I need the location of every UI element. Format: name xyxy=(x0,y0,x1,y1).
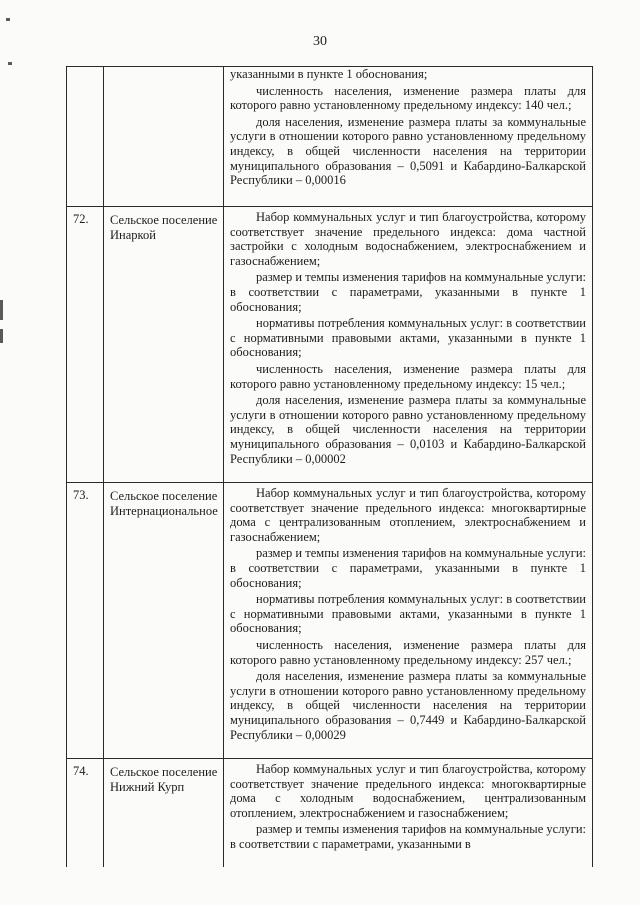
row-number: 73. xyxy=(67,483,104,758)
table-row xyxy=(67,67,592,207)
settlement-name xyxy=(104,67,224,206)
page-number: 30 xyxy=(313,34,327,49)
paragraph: размер и темпы изменения тарифов на коммунальные услуги: в соответствии с параметрами, указанными в пункте 1 обоснования; xyxy=(230,270,586,314)
paragraph: доля населения, изменение размера платы за коммунальные услуги в отношении которого равно установленному предельному индексу, в общей численности населения на территории муниципального образования – 0,0103 и Кабардино-Балкарской Республики – 0,00002 xyxy=(230,393,586,466)
paragraph: нормативы потребления коммунальных услуг: в соответствии с нормативными правовыми актами, указанными в пункте 1 обоснования; xyxy=(230,316,586,360)
paragraph: Набор коммунальных услуг и тип благоустройства, которому соответствует значение предельного индекса: многоквартирные дома с холодным водоснабжением, централизованным отоплением, электроснабжением и газоснабжением; xyxy=(230,762,586,820)
paragraph: численность населения, изменение размера платы для которого равно установленному предельному индексу: 140 чел.; xyxy=(230,83,586,113)
paragraph: Набор коммунальных услуг и тип благоустройства, которому соответствует значение предельного индекса: многоквартирные дома с централизованным отоплением, электроснабжением и газоснабжением; xyxy=(230,486,586,544)
scan-artifact xyxy=(0,300,3,320)
paragraph: указанными в пункте 1 обоснования; xyxy=(230,67,428,81)
row-number: 74. xyxy=(67,759,104,867)
row-number: 72. xyxy=(67,207,104,482)
table-row xyxy=(67,483,592,759)
row-description xyxy=(224,483,592,758)
row-description xyxy=(224,67,592,206)
paragraph: нормативы потребления коммунальных услуг: в соответствии с нормативными правовыми актами, указанными в пункте 1 обоснования; xyxy=(230,592,586,636)
row-number xyxy=(67,67,104,206)
scan-artifact xyxy=(0,329,3,343)
paragraph: Набор коммунальных услуг и тип благоустройства, которому соответствует значение предельного индекса: дома частной застройки с холодным водоснабжением, электроснабжением и газоснабжением; xyxy=(230,210,586,268)
paragraph: доля населения, изменение размера платы за коммунальные услуги в отношении которого равно установленному предельному индексу, в общей численности населения на территории муниципального образования – 0,5091 и Кабардино-Балкарской Республики – 0,00016 xyxy=(230,114,586,188)
scan-artifact xyxy=(6,18,10,21)
table-row xyxy=(67,207,592,483)
table-row xyxy=(67,759,592,867)
paragraph: численность населения, изменение размера платы для которого равно установленному предельному индексу: 15 чел.; xyxy=(230,361,586,391)
paragraph: размер и темпы изменения тарифов на коммунальные услуги: в соответствии с параметрами, указанными в пункте 1 обоснования; xyxy=(230,546,586,590)
settlement-name: Сельское поселение Инаркой xyxy=(104,207,224,482)
settlement-name: Сельское поселение Интернациональное xyxy=(104,483,224,758)
row-description xyxy=(224,759,592,867)
paragraph: доля населения, изменение размера платы за коммунальные услуги в отношении которого равно установленному предельному индексу, в общей численности населения на территории муниципального образования – 0,7449 и Кабардино-Балкарской Республики – 0,00029 xyxy=(230,669,586,742)
settlement-name: Сельское поселение Нижний Курп xyxy=(104,759,224,867)
row-description xyxy=(224,207,592,482)
paragraph: размер и темпы изменения тарифов на коммунальные услуги: в соответствии с параметрами, указанными в xyxy=(230,822,586,851)
data-table xyxy=(66,66,593,867)
paragraph: численность населения, изменение размера платы для которого равно установленному предельному индексу: 257 чел.; xyxy=(230,637,586,667)
scan-artifact xyxy=(8,62,12,65)
